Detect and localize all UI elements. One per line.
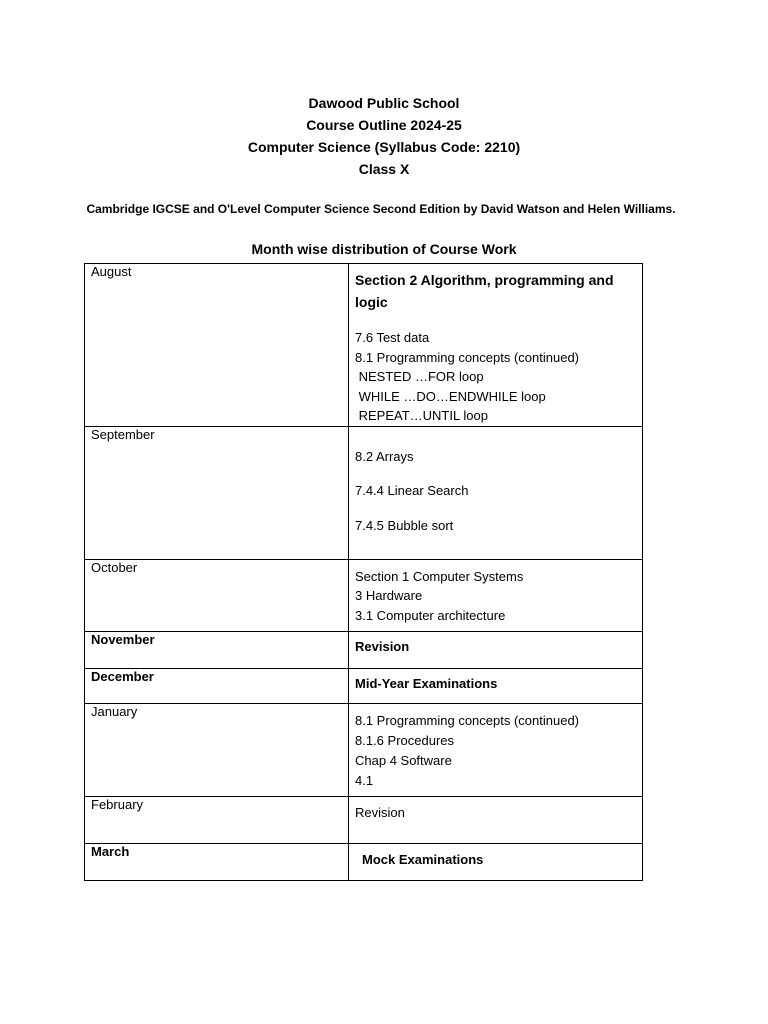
content-cell — [349, 426, 643, 559]
table-row-january — [85, 703, 643, 796]
month-cell: January — [85, 703, 349, 796]
topic-line: 4.1 — [355, 772, 374, 788]
content-cell: Mid-Year Examinations — [349, 668, 643, 703]
table-row-august — [85, 264, 643, 427]
textbook-reference: Cambridge IGCSE and O'Level Computer Science Second Edition by David Watson and Helen Williams. — [86, 202, 676, 216]
content-cell — [349, 264, 643, 427]
topic-line: WHILE …DO…ENDWHILE loop — [355, 388, 546, 404]
content-cell: Revision — [349, 796, 643, 843]
topic-line: 8.1.6 Procedures — [355, 732, 455, 748]
content-cell — [349, 703, 643, 796]
topic-line: NESTED …FOR loop — [355, 369, 484, 384]
course-outline-table — [84, 263, 643, 881]
course-outline-title: Course Outline 2024-25 — [306, 117, 462, 133]
content-cell: Mock Examinations — [349, 843, 643, 880]
month-cell: August — [85, 264, 349, 427]
topic-line: 8.1 Programming concepts (continued) — [355, 712, 580, 728]
topic-line: 8.2 Arrays — [355, 448, 414, 464]
table-row-october — [85, 559, 643, 631]
topic-line: Section 1 Computer Systems — [355, 568, 524, 584]
topic-line: 3.1 Computer architecture — [355, 607, 506, 623]
topic-line: Chap 4 Software — [355, 752, 452, 768]
month-cell: October — [85, 559, 349, 631]
section-heading: Section 2 Algorithm, programming and logic — [355, 272, 614, 310]
topic-line: 3 Hardware — [355, 588, 423, 603]
content-cell — [349, 559, 643, 631]
school-name: Dawood Public School — [308, 95, 460, 111]
topic-line: REPEAT…UNTIL loop — [355, 408, 488, 423]
content-cell: Revision — [349, 631, 643, 668]
topic-line: 8.1 Programming concepts (continued) — [355, 349, 580, 365]
table-row-march — [85, 843, 643, 880]
table-title: Month wise distribution of Course Work — [251, 241, 517, 257]
topic-line: 7.4.5 Bubble sort — [355, 517, 454, 533]
month-cell: March — [85, 843, 349, 880]
month-cell: February — [85, 796, 349, 843]
topic-line: 7.4.4 Linear Search — [355, 483, 469, 498]
subject-title: Computer Science (Syllabus Code: 2210) — [247, 139, 521, 155]
document-header — [0, 92, 768, 180]
month-cell: September — [85, 426, 349, 559]
table-row-february — [85, 796, 643, 843]
topic-line: 7.6 Test data — [355, 330, 430, 345]
table-row-september — [85, 426, 643, 559]
month-cell: December — [85, 668, 349, 703]
table-row-november — [85, 631, 643, 668]
class-title: Class X — [358, 161, 410, 177]
table-row-december — [85, 668, 643, 703]
month-cell: November — [85, 631, 349, 668]
